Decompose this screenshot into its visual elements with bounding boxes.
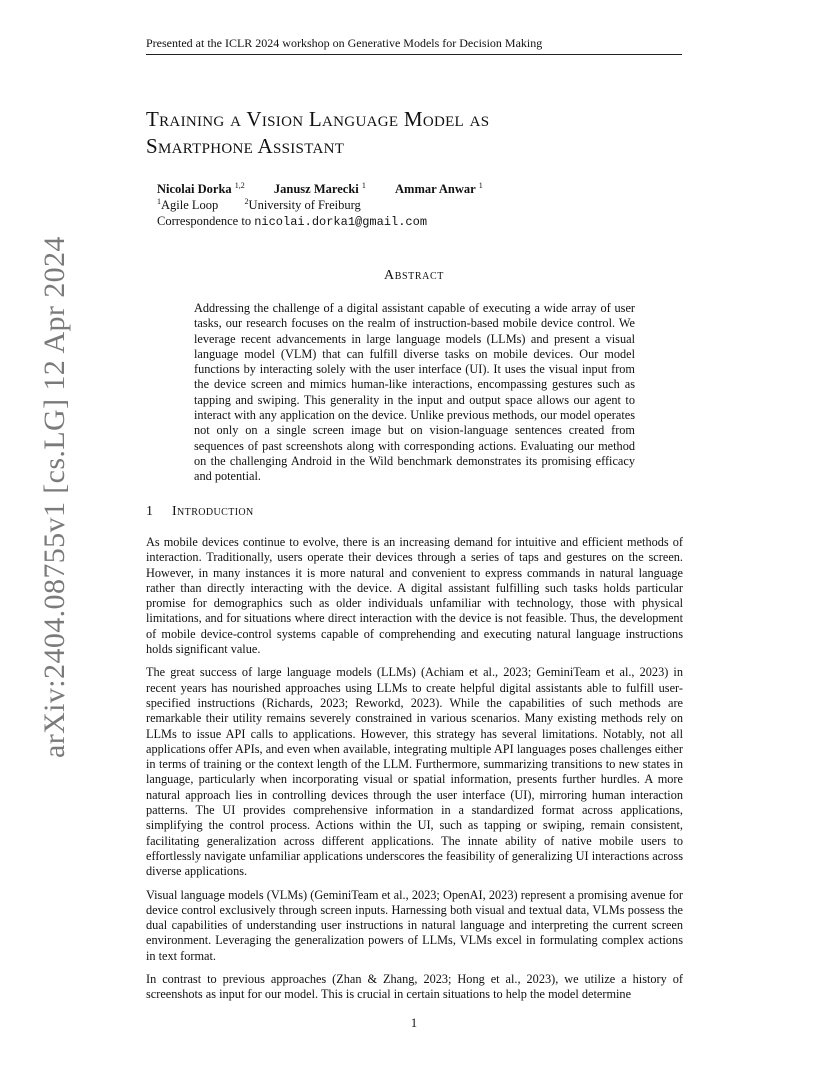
correspondence-label: Correspondence to <box>157 214 252 228</box>
running-head-text: Presented at the ICLR 2024 workshop on Generative Models for Decision Making <box>146 36 543 50</box>
body-paragraph: Visual language models (VLMs) (GeminiTeam et al., 2023; OpenAI, 2023) represent a promising avenue for device control exclusively through screen inputs. Harnessing both visual and textual data, VLMs possess the dual capabilities of understanding user instructions in natural language and interpreting the current screen environment. Leveraging the generalization powers of LLMs, VLMs excel in formulating complex actions in text format. <box>146 887 683 963</box>
affiliation-name: University of Freiburg <box>248 198 361 212</box>
paper-title <box>146 106 686 160</box>
affiliation-mark: 2 <box>244 196 249 206</box>
affiliation-list <box>157 197 677 213</box>
correspondence-line <box>157 213 677 230</box>
body-paragraph: As mobile devices continue to evolve, there is an increasing demand for intuitive and efficient methods of interaction. Traditionally, users operate their devices through a series of taps and gestures on the screen. However, in many instances it is more natural and convenient to express commands in natural language rather than directly interacting with the device. A digital assistant fulfilling such tasks holds particular promise for demographics such as older individuals unfamiliar with technology, those with physical limitations, and for situations where direct interaction with the device is not feasible. Thus, the development of mobile device-control systems capable of comprehending and executing natural language instructions holds significant value. <box>146 535 683 657</box>
author-list <box>157 181 677 197</box>
running-header <box>146 36 682 55</box>
author-name: Ammar Anwar <box>395 182 476 196</box>
page-number: 1 <box>410 1016 418 1030</box>
section-body <box>146 535 683 1011</box>
author-affil-mark: 1 <box>478 180 483 190</box>
affiliation-mark: 1 <box>157 196 161 206</box>
title-line-2: Smartphone Assistant <box>146 134 345 158</box>
section-number: 1 <box>146 504 154 519</box>
author-affil-mark: 1,2 <box>234 180 245 190</box>
section-heading <box>146 504 682 520</box>
abstract-heading: Abstract <box>384 268 444 283</box>
body-paragraph: The great success of large language models (LLMs) (Achiam et al., 2023; GeminiTeam et al., 2023) in recent years has nourished approaches using LLMs to create helpful digital assistants able to fulfill user-specified instructions (Richards, 2023; Reworkd, 2023). While the capabilities of such methods are remarkable their utility remains severely constrained in various scenarios. Many existing methods rely on LLMs to issue API calls to applications. However, this strategy has several limitations. Notably, not all applications offer APIs, and even when available, integrating multiple API languages poses challenges either in terms of training or the context length of the LLM. Furthermore, summarizing transitions to new states in language, particularly when incorporating visual or spatial information, presents further hurdles. A more natural approach lies in controlling devices through the user interface (UI), mirroring human interaction patterns. The UI provides comprehensive information in a standardized format across applications, simplifying the control process. Actions within the UI, such as tapping or swiping, remain consistent, facilitating generalization across different applications. The innate ability of native mobile users to effortlessly navigate unfamiliar applications underscores the feasibility of generalizing UI interactions across diverse applications. <box>146 665 683 879</box>
author-name: Nicolai Dorka <box>157 182 232 196</box>
author-affil-mark: 1 <box>361 180 366 190</box>
correspondence-email[interactable]: nicolai.dorka1@gmail.com <box>254 215 428 229</box>
abstract-text: Addressing the challenge of a digital assistant capable of executing a wide array of user tasks, our research focuses on the realm of instruction-based mobile device control. We leverage recent advancements in large language models (LLMs) and present a visual language model (VLM) that can fulfill diverse tasks on mobile devices. Our model functions by interacting solely with the user interface (UI). It uses the visual input from the device screen and mimics human-like interactions, encompassing gestures such as tapping and swiping. This generality in the input and output space allows our agent to interact with any application on the device. Unlike previous methods, our model operates not only on a single screen image but on vision-language sentences created from sequences of past screenshots along with corresponding actions. Evaluating our method on the challenging Android in the Wild benchmark demonstrates its promising efficacy and potential. <box>194 301 635 484</box>
author-name: Janusz Marecki <box>273 182 359 196</box>
title-line-1: Training a Vision Language Model as <box>146 107 490 131</box>
author-block <box>157 181 677 230</box>
body-paragraph: In contrast to previous approaches (Zhan & Zhang, 2023; Hong et al., 2023), we utilize a history of screenshots as input for our model. This is crucial in certain situations to help the model determine <box>146 972 683 1002</box>
arxiv-identifier-stamp: arXiv:2404.08755v1 [cs.LG] 12 Apr 2024 <box>38 236 71 758</box>
affiliation-name: Agile Loop <box>161 198 219 212</box>
section-title: Introduction <box>172 504 254 519</box>
